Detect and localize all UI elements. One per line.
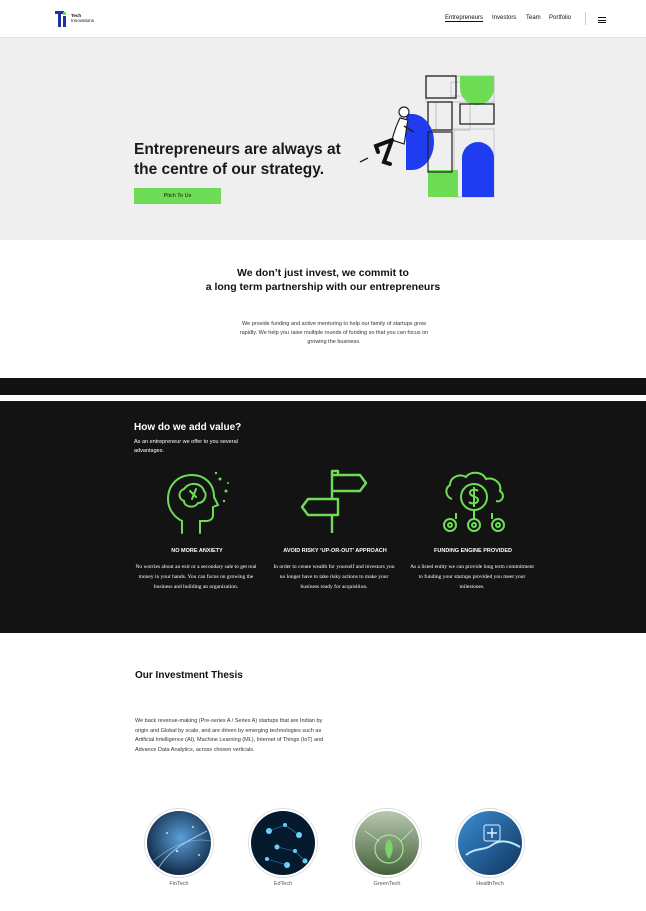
value-col1-body: No worries about an exit or a secondary sale to get real money in your hands. You can focus on growing the business and building an organization. [135, 564, 257, 590]
greentech-image [353, 809, 421, 877]
hero-section [0, 38, 646, 240]
hamburger-icon[interactable] [598, 17, 606, 23]
commit-title-line1: We don’t just invest, we commit to [237, 267, 409, 279]
logo[interactable] [55, 11, 99, 27]
brain-head-icon [160, 469, 232, 535]
vertical-greentech[interactable] [353, 809, 421, 887]
vertical-label-fintech: FinTech [169, 881, 189, 887]
value-subtitle: As an entrepreneur we offer to you several advantages. [134, 439, 238, 454]
hero-title: Entrepreneurs are always at the centre of our strategy. [134, 141, 341, 178]
nav-entrepreneurs[interactable]: Entrepreneurs [445, 15, 484, 21]
thesis-body: We back revenue-making (Pre-series A / Series A) startups that are Indian by origin and Global by scale, and are driven by emerging technologies such as Artificial Intelligence (AI), Machine Learning (ML), Internet of Things (IoT) and Advance Data Analytics, across chosen verticals. [135, 718, 324, 753]
value-col2-body: In order to create wealth for yourself and investors you no longer have to take risky actions to make your business ready for acquisition. [273, 564, 395, 590]
vertical-fintech[interactable] [145, 809, 213, 887]
healthtech-image [456, 809, 524, 877]
nav-team[interactable]: Team [526, 15, 541, 21]
site-header [0, 0, 646, 38]
vertical-label-edtech: EdTech [273, 881, 293, 887]
vertical-edtech[interactable] [249, 809, 317, 887]
logo-line2: Innovations [71, 18, 95, 23]
nav-portfolio[interactable]: Portfolio [549, 15, 572, 21]
vertical-label-healthtech: HealthTech [476, 881, 504, 887]
value-section [0, 401, 646, 633]
nav-divider [585, 12, 586, 25]
vertical-label-greentech: GreenTech [373, 881, 401, 887]
commit-body: We provide funding and active mentoring to help our family of startups grow rapidly. We help you raise multiple rounds of funding so that you can focus on growing the business. [239, 321, 429, 345]
money-gears-icon [438, 469, 510, 535]
pitch-button[interactable]: Pitch To Us [134, 188, 221, 204]
value-col3-title: FUNDING ENGINE PROVIDED [434, 548, 512, 554]
value-col1-title: NO MORE ANXIETY [171, 548, 223, 554]
value-col2-title: AVOID RISKY ‘UP-OR-OUT’ APPROACH [283, 548, 387, 554]
value-col3-body: As a listed entity we can provide long term commitment to funding your startups provided you meet your milestones. [410, 564, 534, 590]
edtech-image [249, 809, 317, 877]
commit-title [0, 266, 646, 294]
thesis-title: Our Investment Thesis [135, 670, 243, 681]
hero-illustration [356, 74, 501, 199]
nav-investors[interactable]: Investors [492, 15, 517, 21]
signpost-icon [300, 469, 372, 535]
commit-title-line2: a long term partnership with our entrepreneurs [205, 281, 441, 293]
logo-mark-icon [55, 11, 69, 27]
logo-text [71, 13, 94, 23]
logo-line1: Tech [71, 13, 82, 18]
value-title: How do we add value? [134, 422, 242, 433]
section-divider-strip [0, 378, 646, 395]
fintech-image [145, 809, 213, 877]
vertical-healthtech[interactable] [456, 809, 524, 887]
